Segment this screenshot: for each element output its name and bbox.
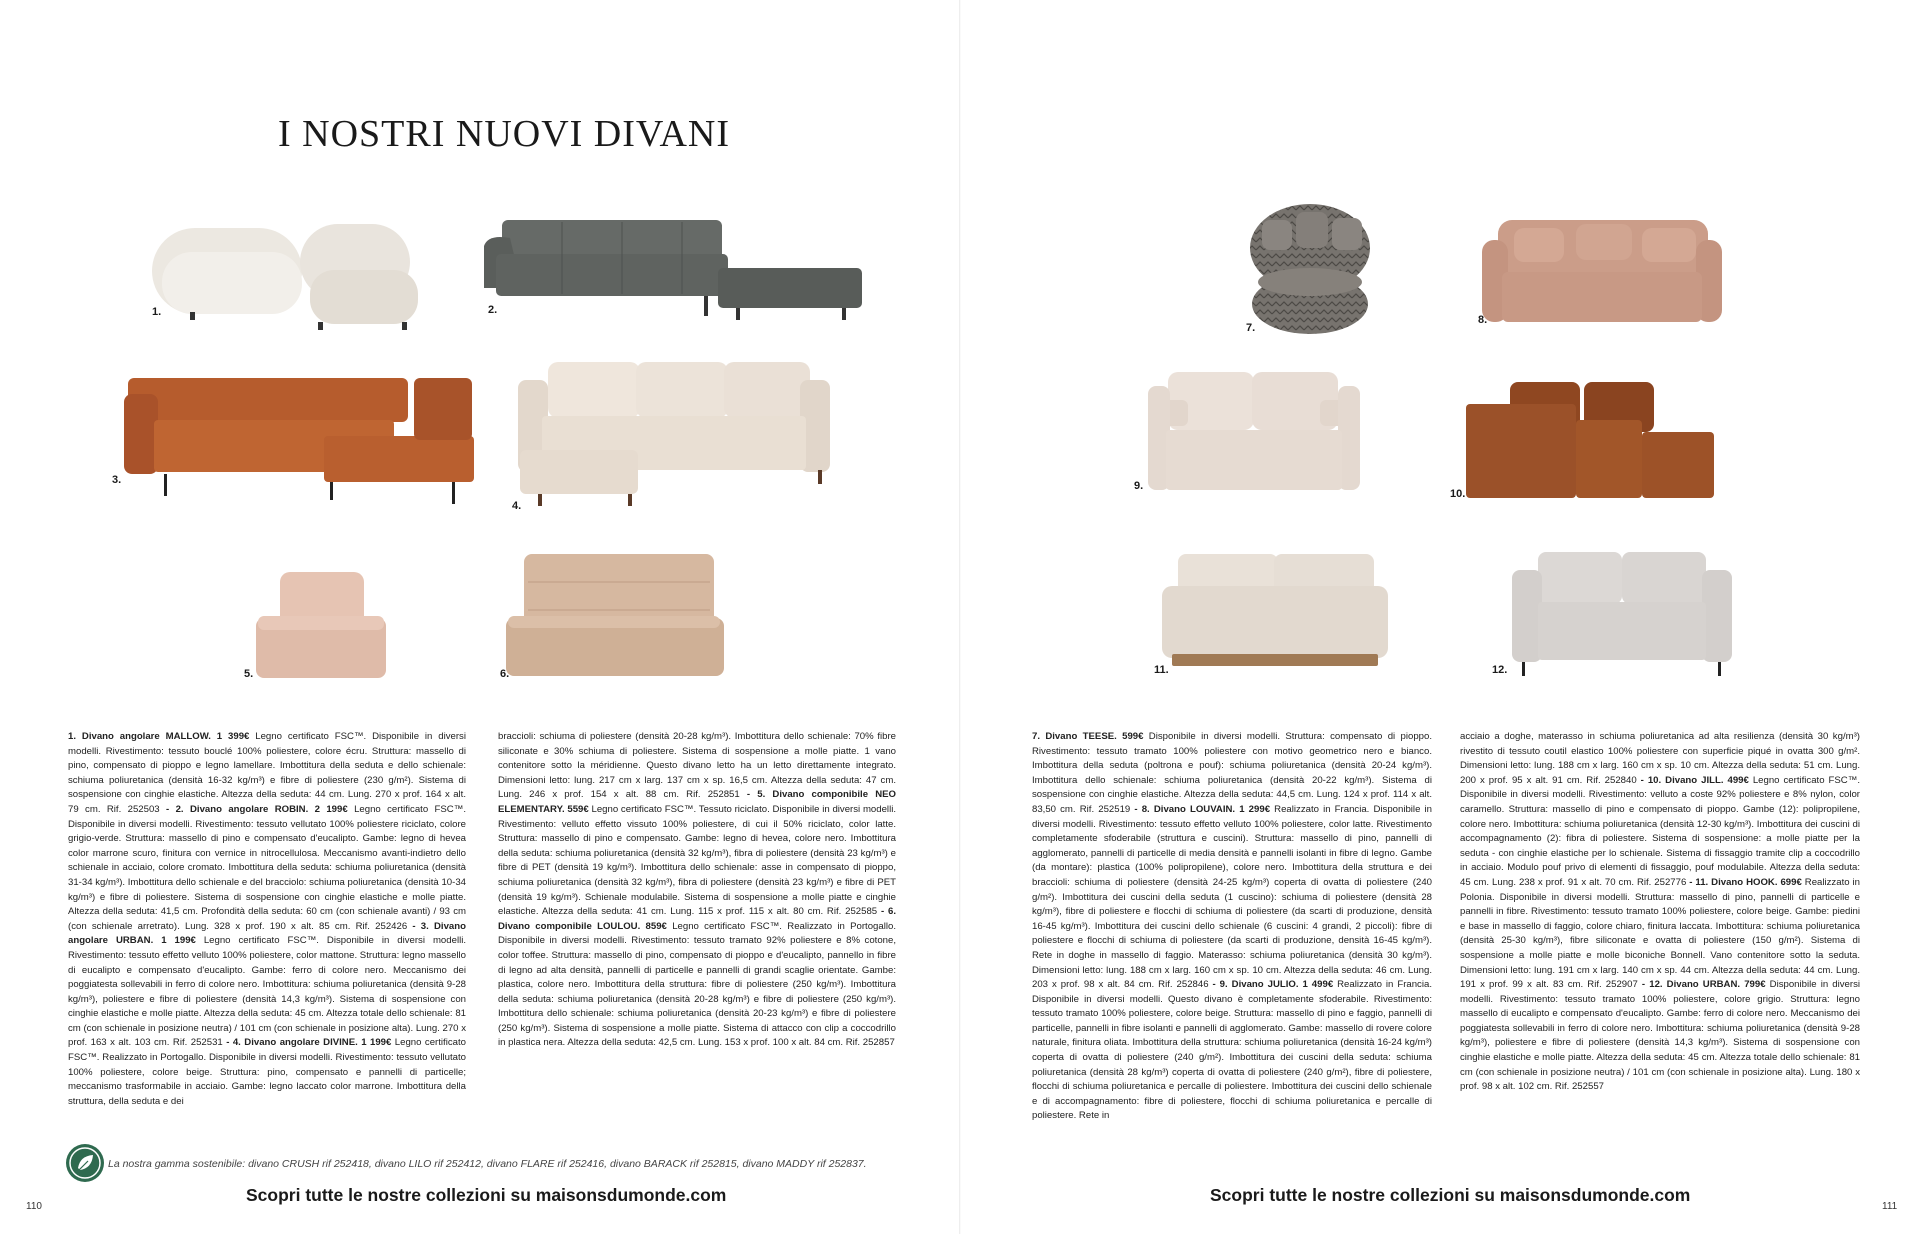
product-image-loulou xyxy=(504,552,726,680)
sofa-louvain-illustration xyxy=(1480,210,1724,330)
description-paragraph xyxy=(498,730,896,1051)
discover-link[interactable]: Scopri tutte le nostre collezioni su maisonsdumonde.com xyxy=(1210,1185,1691,1205)
description-paragraph xyxy=(1032,730,1432,1124)
product-text-louvain: Realizzato in Francia. Disponibile in diversi modelli. Rivestimento: tessuto effetto velluto 100% poliestere, color latte. Rivestimento completamente sfoderabile (struttura e cuscini). Struttura: massello di pino, pannelli di agglomerato, pannelli di particelle di media densità e pannelli isolanti in fibre di legno. Gambe (da montare): plastica (100% polipropilene), colore nero. Imbottitura della struttura e dei braccioli: schiuma di poliestere (densità 24-25 kg/m³) coperta di ovatta di poliestere (240 g/m²). Imbottitura dei cuscini della seduta (1 cuscino): schiuma di poliestere (densità 28 kg/m³), fibre di poliestere e flocchi di schiuma di poliestere (da scarti di produzione, densità 16-45 kg/m³). Imbottitura dei cuscini dello schienale (6 cuscini: 4 grandi, 2 piccoli): fibre di poliestere e flocchi di schiuma di poliestere (da scarti di produzione, densità 16-45 kg/m³). Rete in doghe in massello di faggio. Materasso: schiuma poliuretanica (densità 30 kg/m³). Dimensioni letto: lung. 188 cm x larg. 160 cm x sp. 10 cm. Altezza della seduta: 46 cm. Lung. 203 x prof. 98 x alt. 84 cm. Rif. 252846 xyxy=(1032,803,1432,991)
sofa-loulou-illustration xyxy=(504,552,726,680)
product-lead-urban: - 12. Divano URBAN. 799€ xyxy=(1641,979,1766,991)
product-number-11: 11. xyxy=(1154,664,1169,676)
product-image-julio xyxy=(1148,370,1360,492)
product-image-robin xyxy=(482,218,864,324)
sustainable-leaf-icon xyxy=(66,1144,104,1182)
page-number-left: 110 xyxy=(26,1201,42,1212)
product-number-9: 9. xyxy=(1134,480,1144,492)
sustainable-range-note: La nostra gamma sostenibile: divano CRUSH rif 252418, divano LILO rif 252412, divano FLARE rif 252416, divano BARACK rif 252815, divano MADDY rif 252837. xyxy=(108,1158,867,1170)
product-text-julio: Realizzato in Francia. Disponibile in diversi modelli. Questo divano è completamente sfoderabile. Rivestimento: tessuto tramato 100% poliestere, colore beige. Struttura: massello di pino e faggio, pannelli di particelle, pannelli in fibre isolanti e pannelli di agglomerato. Gambe: massello di rovere colore naturale, finitura oliata. Imbottitura della struttura: schiuma poliuretanica (densità 16-24 kg/m³) coperta di ovatta di poliestere (240 g/m²). Imbottitura dei cuscini della seduta: schiuma poliuretanica (densità 28 kg/m³) coperta di ovatta di poliestere (240 g/m²), fibre di poliestere, flocchi di schiuma poliuretanica e percalle di poliestere. Imbottitura dei cuscini dello schienale e di accompagnamento: fibre di poliestere, flocchi di schiuma poliuretanica e percalle di poliestere. Rete in xyxy=(1032,979,1432,1122)
product-text-teese: Disponibile in diversi modelli. Struttura: compensato di pioppo. Rivestimento: tessuto tramato 100% poliestere con motivo geometrico nero e bianco. Imbottitura della seduta (poltrona e pouf): schiuma poliuretanica (densità 20-24 kg/m³). Imbottitura dello schienale: schiuma poliuretanica (densità 20-22 kg/m³). Sistema di sospensione con cinghie elastiche. Altezza della seduta: 44,5 cm. Lung. 124 x prof. 114 x alt. 83,50 cm. Rif. 252519 xyxy=(1032,731,1432,815)
product-text-robin: Legno certificato FSC™. Disponibile in diversi modelli. Rivestimento: tessuto vellutato 100% poliestere riciclato, colore grigio-verde. Struttura: massello di pino e compensato d'eucalipto. Gambe: legno di hevea color marrone scuro, finitura con vernice in nitrocellulosa. Meccanismo avanti-indietro dello schienale in acciaio, colore cromato. Imbottitura della seduta: schiuma poliuretanica (densità 31-34 kg/m³). Imbottitura dello schienale e del bracciolo: schiuma poliuretanica (densità 10-34 kg/m³) e fibre di poliestere. Sistema di sospensione con cinghie elastiche e molle piatte. Altezza della seduta: 41,5 cm. Profondità della seduta: 60 cm (con schienale avanti) / 93 cm (con schienale arretrato). Lung. 328 x prof. 190 x alt. 85 cm. Rif. 252426 xyxy=(68,803,466,932)
product-lead-julio: - 9. Divano JULIO. 1 499€ xyxy=(1212,979,1334,991)
sofa-divine-illustration xyxy=(518,360,830,508)
product-text-urban: Disponibile in diversi modelli. Rivestimento: tessuto tramato 100% poliestere, colore grigio. Struttura: legno massello di eucalipto e compensato d'eucalipto. Gambe: ferro di colore nero. Meccanismo dei poggiatesta sollevabili in ferro di colore nero. Imbottitura: schiuma poliuretanica (densità 9-28 kg/m³), poliestere e fibre di poliestere (densità 14,3 kg/m³). Sistema di sospensione con cinghie elastiche e molle piatte. Altezza della seduta: 45 cm. Altezza totale dello schienale: 81 cm (con schienale in posizione neutra) / 101 cm (con schienale in posizione alta). Lung. 180 x prof. 98 x alt. 102 cm. Rif. 252557 xyxy=(1460,979,1861,1093)
product-image-louvain xyxy=(1480,210,1724,330)
product-number-10: 10. xyxy=(1450,488,1466,500)
product-number-7: 7. xyxy=(1246,322,1256,334)
product-number-5: 5. xyxy=(244,668,254,680)
product-image-neo-elementary xyxy=(252,568,390,680)
page-title: I NOSTRI NUOVI DIVANI xyxy=(278,113,730,155)
product-lead-hook: - 11. Divano HOOK. 699€ xyxy=(1689,876,1802,888)
product-text-jill: Legno certificato FSC™. Disponibile in diversi modelli. Rivestimento: velluto a coste 92% poliestere e 8% nylon, color caramello. Struttura: massello di pino e compensato di pioppo. Gambe (12): polipropilene, colore nero. Imbottitura: schiuma poliuretanica (densità 12-30 kg/m³). Imbottitura dei cuscini di accompagnamento (2): fibra di poliestere. Sistema di sospensione: a molle piatte per la seduta - con cinghie elastiche per lo schienale. Sistema di fissaggio tramite clip a coccodrillo in acciaio. Modulo pouf privo di elementi di fissaggio, pouf modulabile. Altezza della seduta: 45 cm. Lung. 238 x prof. 91 x alt. 70 cm. Rif. 252776 xyxy=(1460,774,1860,888)
description-column-4 xyxy=(1460,730,1860,1095)
description-column-2 xyxy=(498,730,896,1051)
right-page xyxy=(960,0,1920,1234)
product-lead-divine: - 4. Divano angolare DIVINE. 1 199€ xyxy=(226,1037,392,1049)
product-image-urban xyxy=(1512,550,1732,678)
product-image-hook xyxy=(1162,552,1388,676)
sofa-jill-illustration xyxy=(1464,380,1716,500)
product-number-3: 3. xyxy=(112,474,122,486)
sofa-mallow-illustration xyxy=(150,222,420,334)
product-number-12: 12. xyxy=(1492,664,1508,676)
product-lead-mallow: 1. Divano angolare MALLOW. 1 399€ xyxy=(68,731,250,742)
product-number-4: 4. xyxy=(512,500,522,512)
product-number-1: 1. xyxy=(152,306,162,318)
product-text-divine: Legno certificato FSC™. Realizzato in Portogallo. Disponibile in diversi modelli. Rivestimento: tessuto vellutato 100% poliestere, colore beige. Struttura: pino, compensato e pannelli di particelle; meccanismo trasformabile in acciaio. Gambe: legno laccato color marrone. Imbottitura della struttura, della seduta e dei xyxy=(68,1037,466,1107)
product-number-2: 2. xyxy=(488,304,498,316)
sofa-julio-illustration xyxy=(1148,370,1360,492)
product-lead-teese: 7. Divano TEESE. 599€ xyxy=(1032,731,1144,742)
sofa-robin-illustration xyxy=(482,218,864,324)
sofa-hook-illustration xyxy=(1162,552,1388,676)
sofa-teese-illustration xyxy=(1248,204,1372,336)
sofa-urban-corner-illustration xyxy=(124,376,476,506)
product-lead-robin: - 2. Divano angolare ROBIN. 2 199€ xyxy=(166,803,348,815)
leaf-icon xyxy=(66,1144,104,1182)
product-text-hook: Realizzato in Polonia. Disponibile in diversi modelli. Struttura: massello di pino, pannelli di particelle e pannelli in fibre. Rivestimento: tessuto tramato 100% poliestere, colore beige. Gambe: piedini e base in massello di faggio, colore chiaro, finitura laccata. Imbottitura: schiuma poliuretanica (densità 25-30 kg/m³), fibre siliconate e ovatta di poliestere (150 g/m²). Sistema di sospensione a molle piatte e molle biconiche Bonnell. Vano contenitore sotto la seduta. Dimensioni letto: lung. 191 cm x larg. 140 cm x sp. 44 cm. Altezza della seduta: 44 cm. Lung. 191 x prof. 99 x alt. 83 cm. Rif. 252907 xyxy=(1460,876,1860,991)
product-lead-urban-corner: - 3. Divano angolare URBAN. 1 199€ xyxy=(68,920,466,947)
page-number-right: 111 xyxy=(1882,1201,1898,1212)
product-lead-loulou: - 6. Divano componibile LOULOU. 859€ xyxy=(498,906,896,932)
product-text-neo-elementary: Legno certificato FSC™. Tessuto riciclato. Disponibile in diversi modelli. Rivestimento: velluto effetto vissuto 100% poliestere, di cui il 50% riciclato, color latte. Struttura: massello di pino e compensato. Gambe: legno di hevea, colore nero. Imbottitura della seduta: schiuma poliuretanica (densità 32 kg/m³), fibra di poliestere (densità 23 kg/m³) e fibre di PET (densità 19 kg/m³). Imbottitura dello schienale: asse in compensato di pioppo, schiuma poliuretanica (densità 32 kg/m³), fibra di poliestere (densità 23 kg/m³) e fibre di PET (densità 19 kg/m³). Schienale modulabile. Sistema di sospensione a molle piatte e cinghie elastiche. Altezza della seduta: 41 cm. Lung. 115 x prof. 115 x alt. 80 cm. Rif. 252585 xyxy=(498,803,896,918)
sofa-neo-elementary-illustration xyxy=(252,568,390,680)
product-image-teese xyxy=(1248,204,1372,336)
product-text-mallow: Legno certificato FSC™. Disponibile in diversi modelli. Rivestimento: tessuto bouclé 100% poliestere, colore écru. Struttura: massello di pino, compensato di pioppo e legno lamellare. Imbottitura della seduta e dello schienale: schiuma poliuretanica (densità 16-32 kg/m³) e fibre di poliestere (230 g/m²). Sistema di sospensione con cinghie elastiche. Altezza della seduta: 44 cm. Lung. 270 x prof. 164 x alt. 79 cm. Rif. 252503 xyxy=(68,731,466,815)
product-lead-neo-elementary: - 5. Divano componibile NEO ELEMENTARY. 559€ xyxy=(498,789,896,815)
product-lead-louvain: - 8. Divano LOUVAIN. 1 299€ xyxy=(1134,803,1271,815)
product-text-loulou: Legno certificato FSC™. Realizzato in Portogallo. Disponibile in diversi modelli. Rivestimento: tessuto tramato 92% poliestere e 8% cotone, color toffee. Struttura: massello di pino, compensato di pioppo e d'eucalipto, pannello in fibre di legno ad alta densità, pannelli di particelle e pannelli di grandi scaglie orientate. Gambe: plastica, colore nero. Imbottitura della struttura: fibre di poliestere (250 kg/m³). Imbottitura della seduta: schiuma poliuretanica (densità 20-28 kg/m³) e fibre di poliestere (250 kg/m³). Imbottitura dello schienale: schiuma poliuretanica (densità 20-23 kg/m³) e fibre di poliestere (250 kg/m³). Sistema di sospensione a molle piatte. Sistema di attacco con clip a coccodrillo in plastica nera. Altezza della seduta: 42,5 cm. Lung. 153 x prof. 100 x alt. 84 cm. Rif. 252857 xyxy=(498,920,896,1049)
product-text-julio-cont: acciaio a doghe, materasso in schiuma poliuretanica ad alta resilienza (densità 30 kg/m³) rivestito di tessuto coutil elastico 100% poliestere con superficie piqué in ovatta 300 g/m². Dimensioni letto: lung. 188 cm x larg. 160 cm x sp. 10 cm. Altezza della seduta: 51 cm. Lung. 200 x prof. 95 x alt. 91 cm. Rif. 252840 xyxy=(1460,731,1860,786)
description-column-3 xyxy=(1032,730,1432,1124)
description-column-1 xyxy=(68,730,466,1109)
discover-link[interactable]: Scopri tutte le nostre collezioni su maisonsdumonde.com xyxy=(246,1185,727,1205)
product-image-mallow xyxy=(150,222,420,334)
product-lead-jill: - 10. Divano JILL. 499€ xyxy=(1640,774,1749,786)
description-paragraph xyxy=(68,730,466,1109)
description-paragraph xyxy=(1460,730,1860,1095)
product-text-urban-corner: Legno certificato FSC™. Disponibile in diversi modelli. Rivestimento: tessuto effetto velluto 100% poliestere, color mattone. Struttura: legno massello di eucalipto e compensato d'eucalipto. Gambe: ferro di colore nero. Meccanismo dei poggiatesta sollevabili in ferro di colore nero. Imbottitura: schiuma poliuretanica (densità 9-28 kg/m³), poliestere e fibre di poliestere (densità 14,3 kg/m³). Sistema di sospensione con cinghie elastiche e molle piatte. Altezza della seduta: 45 cm. Altezza totale dello schienale: 81 cm (con schienale in posizione neutra) / 101 cm (con schienale in posizione alta). Lung. 270 x prof. 163 x alt. 103 cm. Rif. 252531 xyxy=(68,935,466,1049)
product-number-6: 6. xyxy=(500,668,510,680)
product-image-divine xyxy=(518,360,830,508)
product-number-8: 8. xyxy=(1478,314,1488,326)
product-image-jill xyxy=(1464,380,1716,500)
product-text-divine-cont: braccioli: schiuma di poliestere (densità 20-28 kg/m³). Imbottitura dello schienale: 70% fibre siliconate e 30% schiuma di poliestere. Sistema di sospensione a molle piatte. 1 vano contenitore sotto la méridienne. Questo divano letto ha un letto direttamente integrato. Dimensioni letto: lung. 217 cm x larg. 137 cm x sp. 16,5 cm. Altezza della seduta: 47 cm. Lung. 246 x prof. 154 x alt. 88 cm. Rif. 252851 xyxy=(498,731,896,801)
product-image-urban-corner xyxy=(124,376,476,506)
sofa-urban-illustration xyxy=(1512,550,1732,678)
